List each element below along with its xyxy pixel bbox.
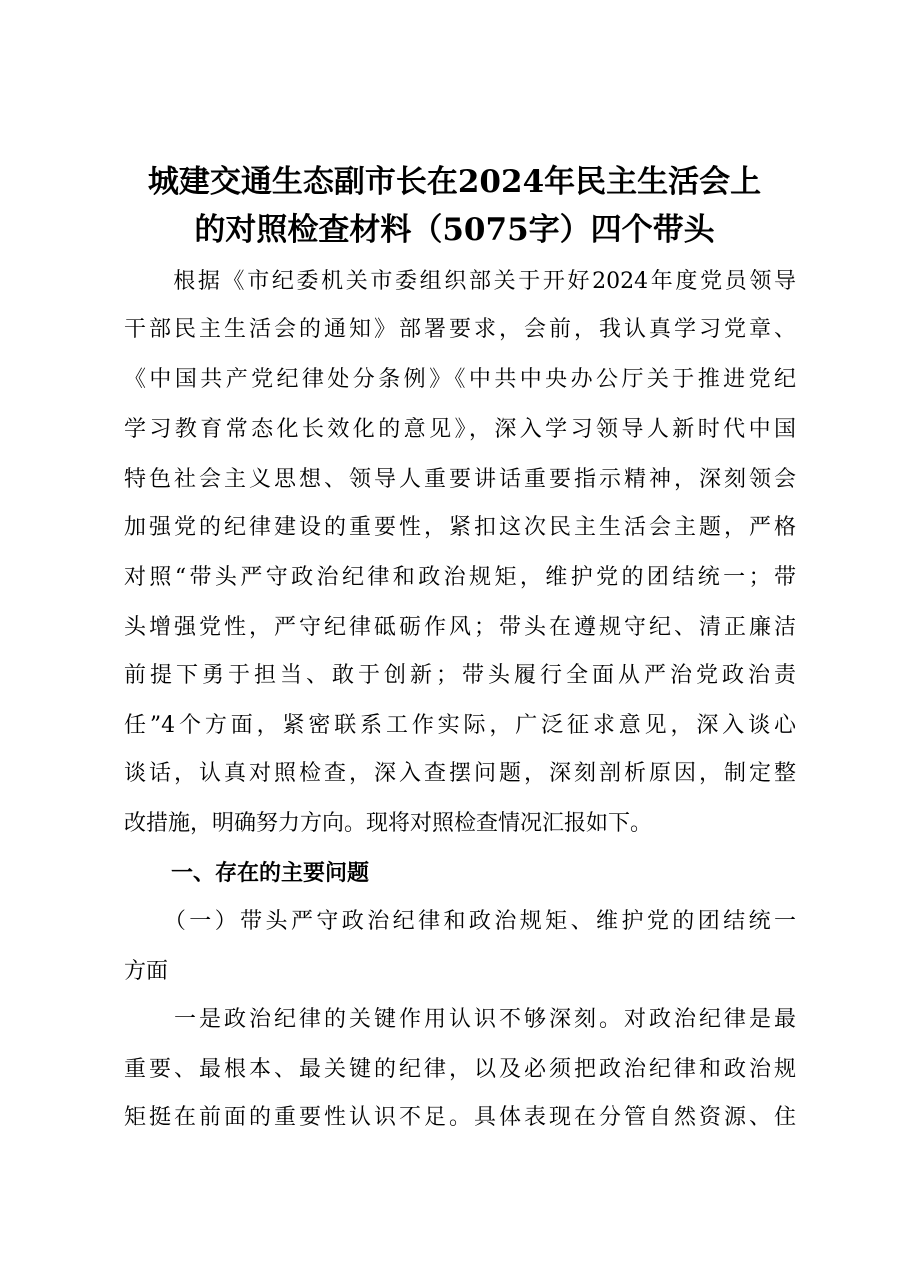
subsection-line: 方面 [124, 959, 169, 984]
intro-line: 干部民主生活会的通知》部署要求，会前，我认真学习党章、 [124, 317, 796, 342]
subsection-line: （一）带头严守政治纪律和政治规矩、维护党的团结统一 [124, 909, 796, 934]
intro-line: 任”4个方面，紧密联系工作实际，广泛征求意见，深入谈心 [124, 713, 796, 738]
point-line: 重要、最根本、最关键的纪律，以及必须把政治纪律和政治规 [124, 1057, 796, 1082]
intro-line: 加强党的纪律建设的重要性，紧扣这次民主生活会主题，严格 [124, 515, 796, 540]
point-line: 一是政治纪律的关键作用认识不够深刻。对政治纪律是最 [124, 1007, 796, 1032]
document-title-line-2: 的对照检查材料（5075字）四个带头 [194, 212, 715, 248]
intro-line: 学习教育常态化长效化的意见》，深入学习领导人新时代中国 [124, 417, 796, 442]
intro-line: 《中国共产党纪律处分条例》《中共中央办公厅关于推进党纪 [124, 367, 796, 392]
intro-line: 对照“带头严守政治纪律和政治规矩，维护党的团结统一；带 [124, 565, 796, 590]
intro-line: 前提下勇于担当、敢于创新；带头履行全面从严治党政治责 [124, 663, 796, 688]
intro-line: 特色社会主义思想、领导人重要讲话重要指示精神，深刻领会 [124, 467, 796, 492]
intro-line: 改措施，明确努力方向。现将对照检查情况汇报如下。 [124, 811, 653, 836]
section-heading: 一、存在的主要问题 [171, 861, 370, 886]
intro-line: 根据《市纪委机关市委组织部关于开好2024年度党员领导 [124, 269, 796, 294]
intro-line: 谈话，认真对照检查，深入查摆问题，深刻剖析原因，制定整 [124, 761, 796, 786]
intro-line: 头增强党性，严守纪律砥砺作风；带头在遵规守纪、清正廉洁 [124, 615, 796, 640]
document-title-line-1: 城建交通生态副市长在2024年民主生活会上 [147, 164, 762, 200]
point-line: 矩挺在前面的重要性认识不足。具体表现在分管自然资源、住 [124, 1105, 796, 1130]
